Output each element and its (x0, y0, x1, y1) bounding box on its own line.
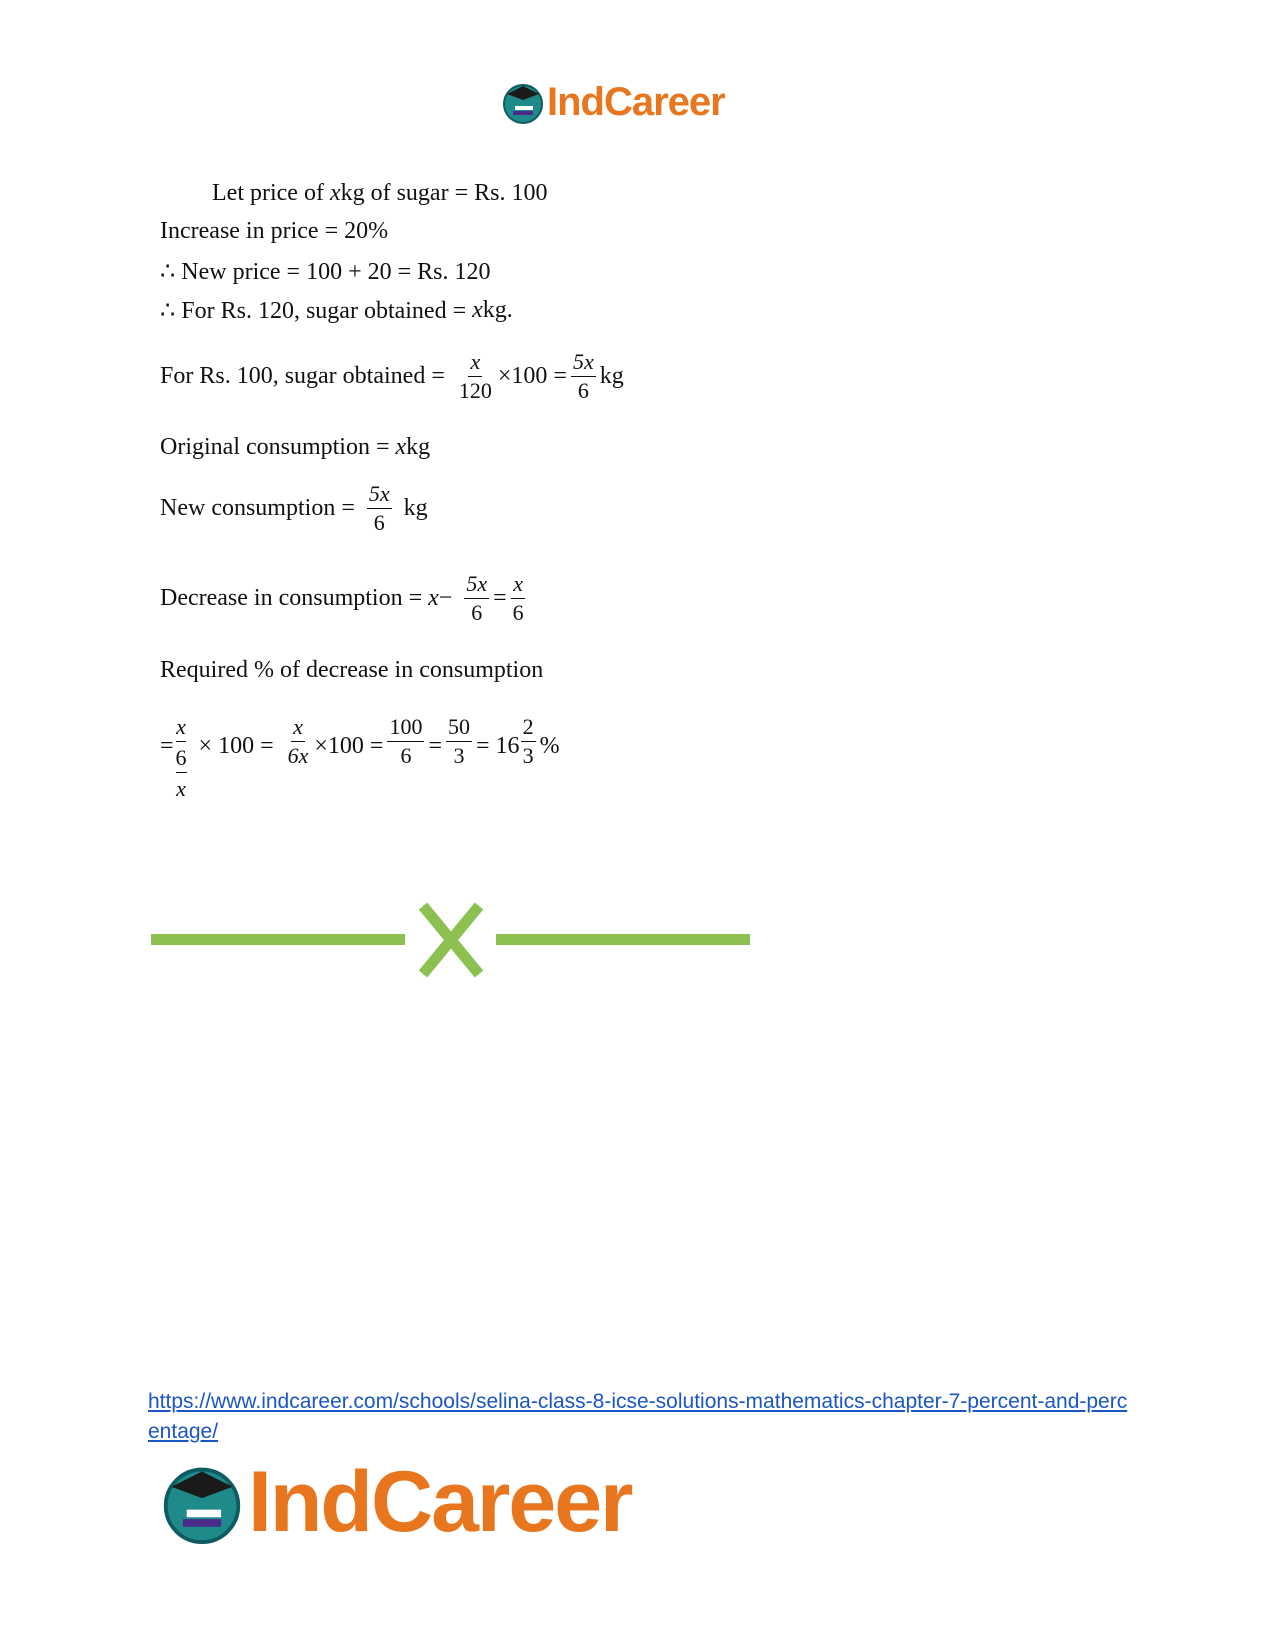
section-divider (151, 900, 751, 980)
text: ×100 = (497, 363, 567, 390)
denominator: 6 (400, 743, 412, 769)
fraction (446, 715, 472, 768)
text: = (493, 585, 507, 612)
text: = 16 (476, 733, 520, 759)
denominator: 120 (458, 378, 492, 404)
close-x-icon (423, 906, 479, 974)
text: × 100 = (198, 733, 274, 759)
denominator: 3 (522, 743, 534, 769)
graduation-globe-icon (501, 80, 545, 124)
solution-line-3: ∴ New price = 100 + 20 = Rs. 120 (160, 259, 491, 285)
fraction (457, 350, 494, 403)
divider-line-right (496, 934, 750, 945)
fraction (367, 482, 392, 535)
numerator: 5x (367, 482, 392, 509)
solution-line-7 (160, 482, 428, 535)
footer-logo (160, 1453, 632, 1550)
solution-line-4 (160, 296, 513, 325)
text: kg of sugar = Rs. 100 (340, 180, 548, 206)
denominator: 6 (176, 742, 187, 773)
numerator: 100 (387, 715, 424, 742)
logo-wordmark: IndCareer (547, 79, 725, 124)
denominator: 6 (471, 600, 483, 626)
numerator: x (291, 715, 305, 742)
text: kg (599, 363, 624, 390)
text: = (160, 733, 174, 759)
solution-line-2: Increase in price = 20% (160, 218, 389, 244)
variable: x (329, 180, 341, 206)
solution-line-5 (160, 350, 624, 403)
text: % (539, 733, 560, 759)
denominator: x (176, 776, 186, 802)
denominator: 6x (287, 743, 309, 769)
numerator: x (468, 350, 482, 377)
text: Let price of (212, 180, 324, 206)
text: For Rs. 100, sugar obtained = (160, 363, 445, 390)
numerator: x (176, 715, 186, 742)
numerator: 5x (464, 572, 489, 599)
fraction (387, 715, 424, 768)
variable: x (395, 434, 407, 460)
text: Original consumption = (160, 434, 390, 460)
fraction (464, 572, 489, 625)
denominator: 6 (373, 510, 385, 536)
solution-line-8 (160, 572, 530, 625)
fraction (521, 715, 536, 768)
solution-line-6 (160, 434, 430, 461)
header-logo (501, 78, 725, 126)
solution-line-9: Required % of decrease in consumption (160, 657, 544, 683)
text: New consumption = (160, 495, 355, 522)
text: kg (406, 434, 431, 460)
fraction (571, 350, 596, 403)
denominator: 6 (512, 600, 524, 626)
source-url-link[interactable]: https://www.indcareer.com/schools/selina-class-8-icse-solutions-mathematics-chapter-7-percent-and-percentage/ (148, 1390, 1128, 1443)
logo-wordmark: IndCareer (248, 1453, 632, 1550)
denominator: 6 (577, 378, 589, 404)
text: ×100 = (314, 733, 384, 759)
text: Decrease in consumption = (160, 585, 423, 612)
text: kg (403, 495, 428, 522)
solution-line-10 (160, 715, 560, 802)
variable: x (472, 297, 483, 323)
fraction (511, 572, 526, 625)
graduation-globe-icon (160, 1460, 244, 1544)
numerator: x (511, 572, 525, 599)
numerator: 2 (521, 715, 536, 742)
numerator: 50 (446, 715, 472, 742)
text: = (428, 733, 443, 759)
fraction (286, 715, 311, 768)
variable: x (428, 585, 439, 612)
denominator: 3 (453, 743, 465, 769)
divider-line-left (151, 934, 405, 945)
solution-line-1 (212, 180, 547, 207)
compound-fraction (176, 715, 187, 802)
text: kg. (482, 297, 513, 323)
text: ∴ For Rs. 120, sugar obtained = (160, 298, 467, 324)
text: − (438, 585, 453, 612)
numerator: 5x (571, 350, 596, 377)
